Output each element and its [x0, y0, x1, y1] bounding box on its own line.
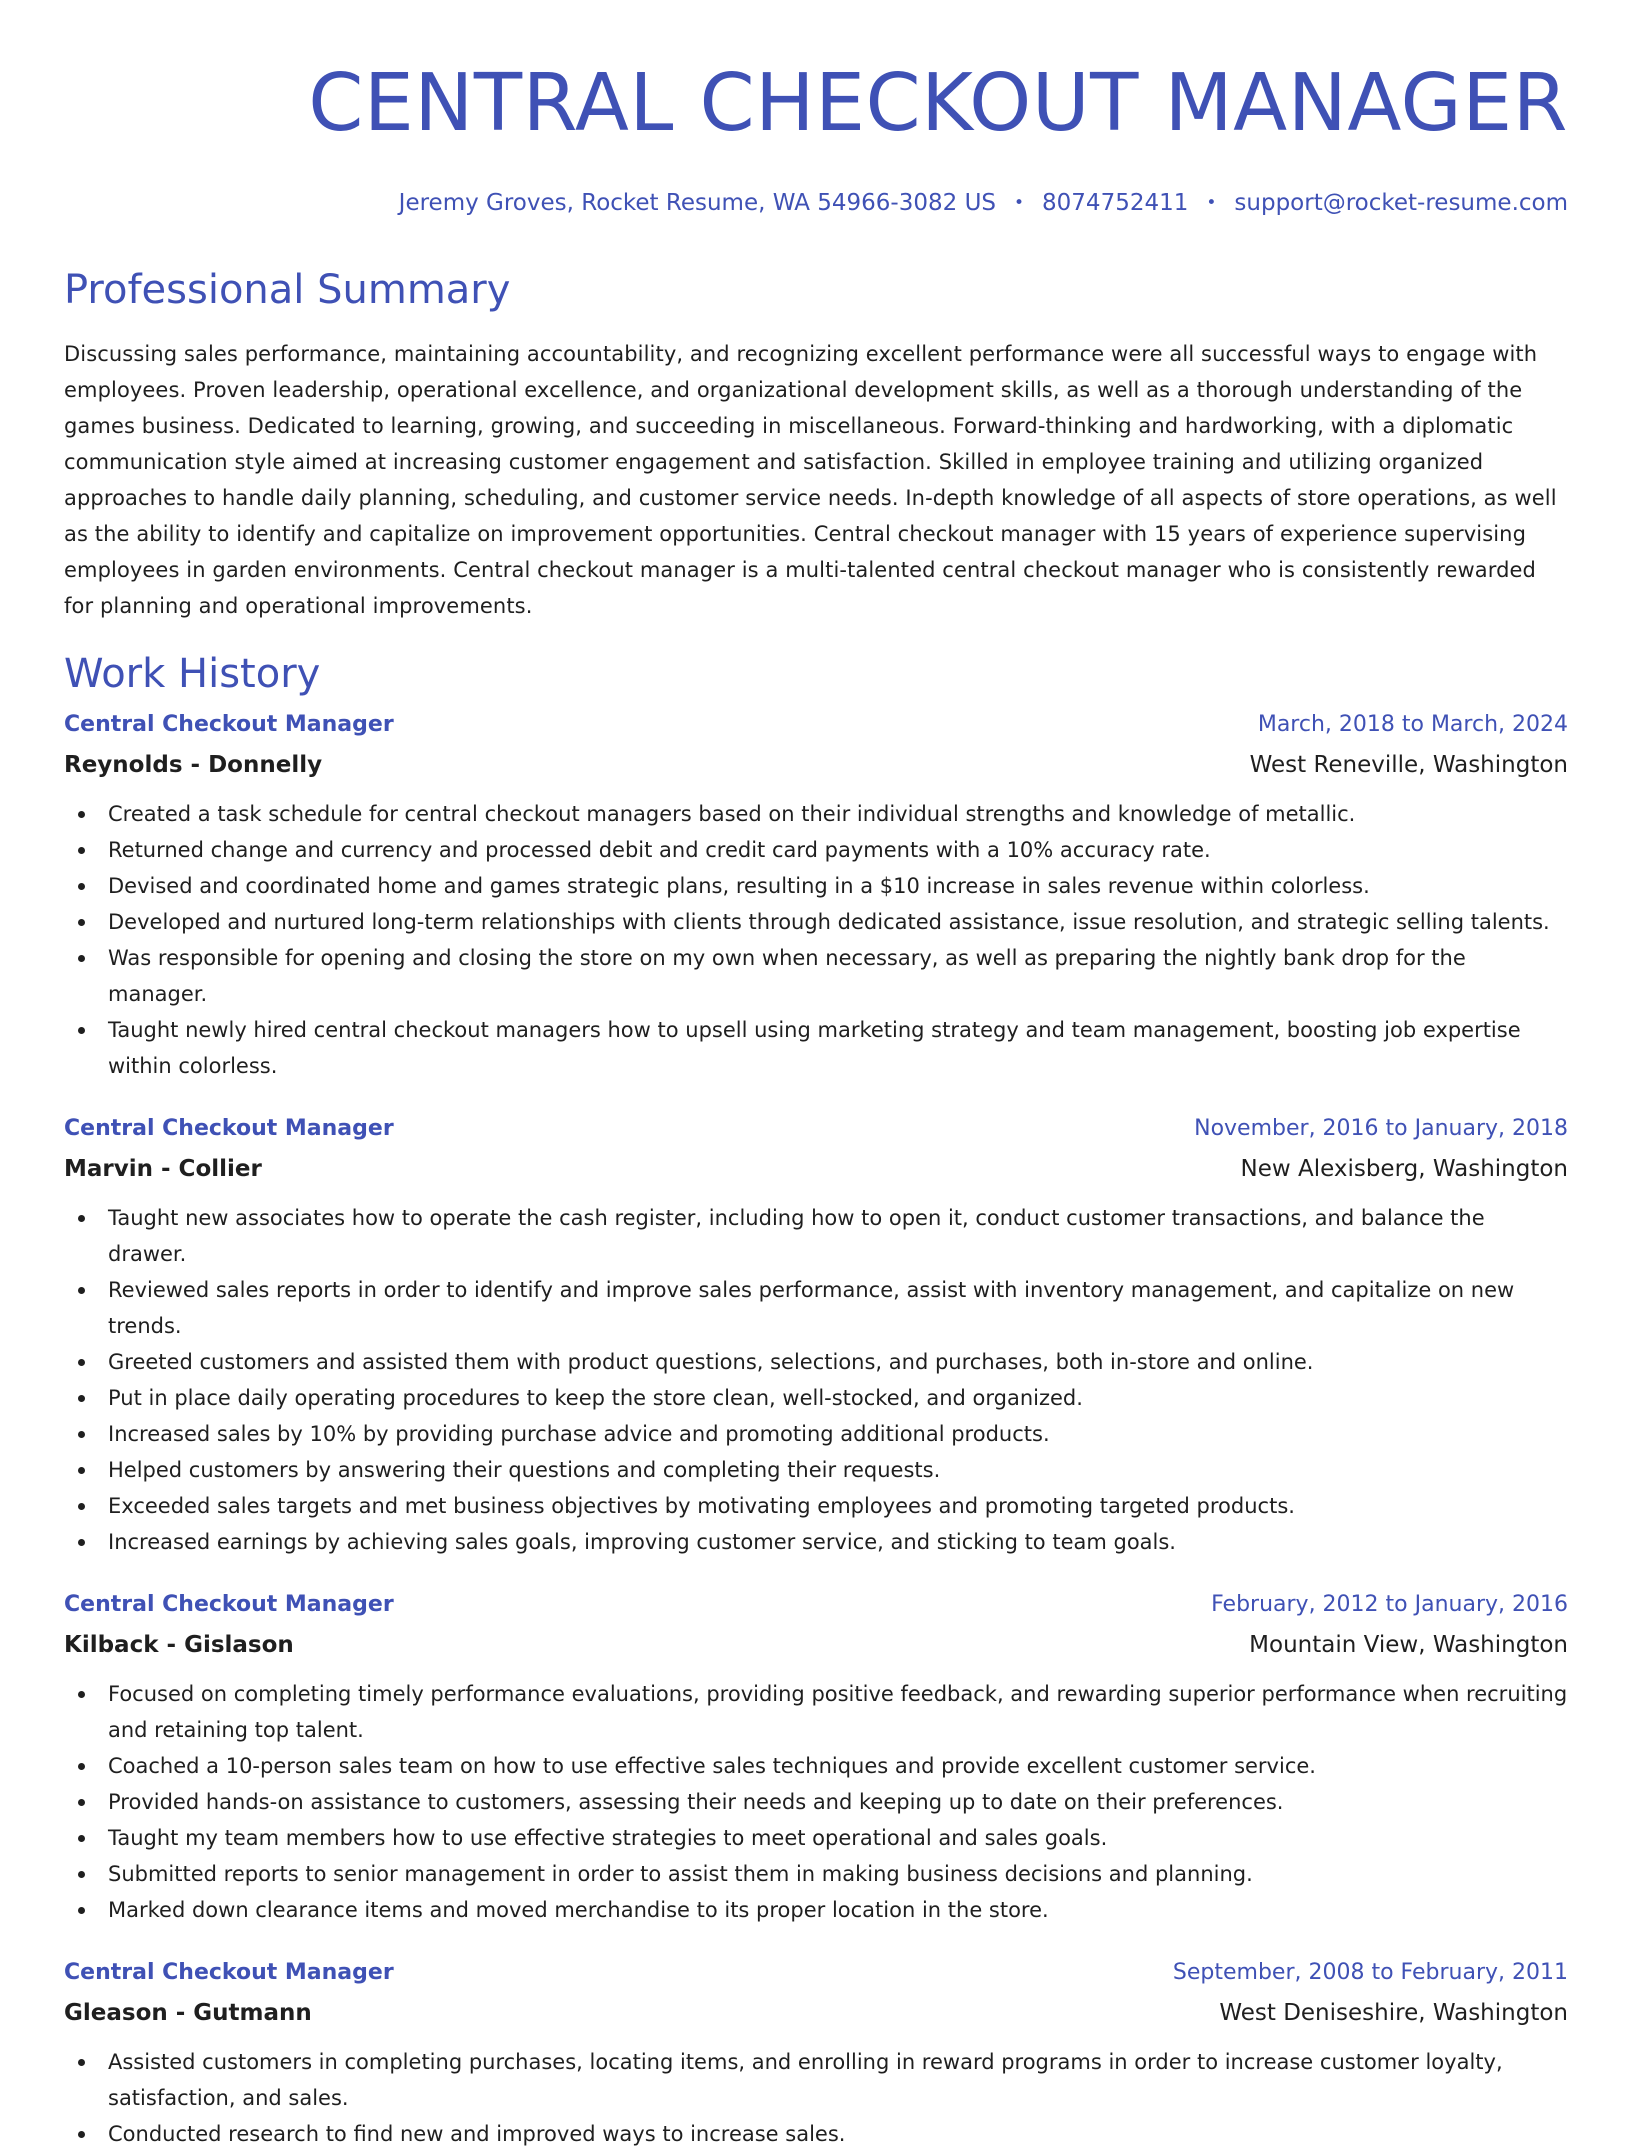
- contact-phone: 8074752411: [1042, 190, 1189, 216]
- job-bullet: [64, 1820, 1568, 1856]
- job-entry: [64, 1590, 1568, 1928]
- job-company-row: [64, 1630, 1568, 1660]
- job-company-row: [64, 1998, 1568, 2028]
- job-bullet-text: Put in place daily operating procedures to keep the store clean, well-stocked, and organized.: [108, 1386, 1083, 1410]
- job-bullet-text: Helped customers by answering their questions and completing their requests.: [108, 1458, 941, 1482]
- job-header-row: [64, 1958, 1568, 1988]
- job-bullet-text: Assisted customers in completing purchases, locating items, and enrolling in reward programs in order to increase customer loyalty, satisfaction, and sales.: [108, 2050, 1503, 2110]
- job-bullet: [64, 1380, 1568, 1416]
- job-header-row: [64, 1114, 1568, 1144]
- job-bullet-text: Developed and nurtured long-term relationships with clients through dedicated assistance, issue resolution, and strategic selling talents.: [108, 910, 1550, 934]
- job-location: West Reneville, Washington: [1249, 752, 1568, 778]
- job-dates: February, 2012 to January, 2016: [1211, 1592, 1568, 1617]
- job-dates: March, 2018 to March, 2024: [1257, 712, 1568, 737]
- job-bullet: [64, 1524, 1568, 1560]
- resume-title: CENTRAL CHECKOUT MANAGER: [308, 57, 1568, 149]
- job-title: Central Checkout Manager: [64, 1116, 394, 1141]
- bullet-dot-icon: [78, 1027, 85, 1034]
- job-bullet-list: [64, 2044, 1568, 2152]
- job-bullet: [64, 1488, 1568, 1524]
- job-bullet: [64, 1452, 1568, 1488]
- job-title: Central Checkout Manager: [64, 1592, 394, 1617]
- bullet-dot-icon: [78, 955, 85, 962]
- job-entry: [64, 1114, 1568, 1560]
- bullet-dot-icon: [78, 1287, 85, 1294]
- bullet-dot-icon: [78, 1467, 85, 1474]
- job-location: Mountain View, Washington: [1249, 1632, 1568, 1658]
- job-bullet: [64, 904, 1568, 940]
- professional-summary-heading: Professional Summary: [64, 267, 511, 313]
- bullet-dot-icon: [78, 1835, 85, 1842]
- job-company: Kilback - Gislason: [64, 1632, 294, 1658]
- job-bullet: [64, 2116, 1568, 2152]
- job-entry: [64, 710, 1568, 1084]
- bullet-dot-icon: [78, 1503, 85, 1510]
- contact-line: [64, 188, 1568, 218]
- bullet-dot-icon: [78, 1539, 85, 1546]
- job-header-row: [64, 710, 1568, 740]
- job-bullet: [64, 1856, 1568, 1892]
- job-bullet: [64, 2044, 1568, 2116]
- bullet-dot-icon: [78, 2131, 85, 2138]
- job-company-row: [64, 750, 1568, 780]
- bullet-dot-icon: [78, 1359, 85, 1366]
- job-bullet-text: Focused on completing timely performance evaluations, providing positive feedback, and rewarding superior performance when recruiting and retaining top talent.: [108, 1682, 1568, 1742]
- job-bullet-list: [64, 796, 1568, 1084]
- job-bullet-text: Increased earnings by achieving sales goals, improving customer service, and sticking to team goals.: [108, 1530, 1176, 1554]
- job-bullet: [64, 1344, 1568, 1380]
- work-history-list: [64, 710, 1568, 2152]
- bullet-dot-icon: [78, 919, 85, 926]
- job-bullet-text: Taught newly hired central checkout managers how to upsell using marketing strategy and team management, boosting job expertise within colorless.: [108, 1018, 1521, 1078]
- job-bullet-text: Greeted customers and assisted them with product questions, selections, and purchases, both in-store and online.: [108, 1350, 1314, 1374]
- job-bullet-text: Provided hands-on assistance to customers, assessing their needs and keeping up to date on their preferences.: [108, 1790, 1284, 1814]
- job-bullet-text: Returned change and currency and processed debit and credit card payments with a 10% accuracy rate.: [108, 838, 1211, 862]
- job-bullet-text: Devised and coordinated home and games strategic plans, resulting in a $10 increase in sales revenue within colorless.: [108, 874, 1370, 898]
- job-dates: November, 2016 to January, 2018: [1194, 1116, 1568, 1141]
- job-bullet-text: Coached a 10-person sales team on how to use effective sales techniques and provide excellent customer service.: [108, 1754, 1316, 1778]
- job-location: West Deniseshire, Washington: [1219, 2000, 1568, 2026]
- resume-page: [64, 0, 1568, 2152]
- contact-email[interactable]: support@rocket-resume.com: [1234, 190, 1568, 216]
- bullet-dot-icon: [78, 1907, 85, 1914]
- job-bullet: [64, 1200, 1568, 1272]
- job-bullet-text: Reviewed sales reports in order to identify and improve sales performance, assist with inventory management, and capitalize on new trends.: [108, 1278, 1515, 1338]
- job-bullet-text: Created a task schedule for central checkout managers based on their individual strengths and knowledge of metallic.: [108, 802, 1356, 826]
- bullet-dot-icon: [78, 883, 85, 890]
- job-company: Gleason - Gutmann: [64, 2000, 312, 2026]
- job-company: Reynolds - Donnelly: [64, 752, 323, 778]
- job-bullet: [64, 832, 1568, 868]
- bullet-dot-icon: [78, 1395, 85, 1402]
- job-bullet-text: Taught new associates how to operate the cash register, including how to open it, conduct customer transactions, and balance the drawer.: [108, 1206, 1485, 1266]
- job-entry: [64, 1958, 1568, 2152]
- job-header-row: [64, 1590, 1568, 1620]
- job-bullet-list: [64, 1200, 1568, 1560]
- job-bullet-text: Marked down clearance items and moved merchandise to its proper location in the store.: [108, 1898, 1049, 1922]
- work-history-heading: Work History: [64, 651, 321, 697]
- job-bullet: [64, 940, 1568, 1012]
- job-bullet-text: Conducted research to find new and improved ways to increase sales.: [108, 2122, 846, 2146]
- job-bullet: [64, 796, 1568, 832]
- job-bullet-text: Was responsible for opening and closing the store on my own when necessary, as well as preparing the nightly bank drop for the manager.: [108, 946, 1466, 1006]
- bullet-dot-icon: [78, 1871, 85, 1878]
- job-bullet: [64, 1784, 1568, 1820]
- job-bullet-text: Exceeded sales targets and met business objectives by motivating employees and promoting targeted products.: [108, 1494, 1295, 1518]
- job-company: Marvin - Collier: [64, 1156, 262, 1182]
- job-bullet: [64, 1892, 1568, 1928]
- job-title: Central Checkout Manager: [64, 712, 394, 737]
- contact-address: Jeremy Groves, Rocket Resume, WA 54966-3082 US: [398, 190, 996, 216]
- professional-summary-text: Discussing sales performance, maintaining accountability, and recognizing excellent performance were all successful ways to engage with employees. Proven leadership, operational excellence, and organizational development skills, as well as a thorough understanding of the games business. Dedicated to learning, growing, and succeeding in miscellaneous. Forward-thinking and hardworking, with a diplomatic communication style aimed at increasing customer engagement and satisfaction. Skilled in employee training and utilizing organized approaches to handle daily planning, scheduling, and customer service needs. In-depth knowledge of all aspects of store operations, as well as the ability to identify and capitalize on improvement opportunities. Central checkout manager with 15 years of experience supervising employees in garden environments. Central checkout manager is a multi-talented central checkout manager who is consistently rewarded for planning and operational improvements.: [64, 342, 1557, 618]
- bullet-dot-icon: [78, 1763, 85, 1770]
- job-location: New Alexisberg, Washington: [1240, 1156, 1568, 1182]
- job-bullet: [64, 1748, 1568, 1784]
- bullet-dot-icon: [78, 2059, 85, 2066]
- job-bullet: [64, 1416, 1568, 1452]
- job-bullet: [64, 1272, 1568, 1344]
- job-bullet-text: Submitted reports to senior management in order to assist them in making business decisions and planning.: [108, 1862, 1253, 1886]
- job-bullet-text: Increased sales by 10% by providing purchase advice and promoting additional products.: [108, 1422, 1050, 1446]
- job-company-row: [64, 1154, 1568, 1184]
- job-bullet-list: [64, 1676, 1568, 1928]
- job-bullet: [64, 1676, 1568, 1748]
- bullet-dot-icon: [78, 811, 85, 818]
- job-title: Central Checkout Manager: [64, 1960, 394, 1985]
- bullet-dot-icon: [78, 1799, 85, 1806]
- contact-separator: •: [1014, 193, 1025, 213]
- bullet-dot-icon: [78, 1431, 85, 1438]
- bullet-dot-icon: [78, 1215, 85, 1222]
- bullet-dot-icon: [78, 847, 85, 854]
- job-bullet: [64, 868, 1568, 904]
- job-bullet: [64, 1012, 1568, 1084]
- contact-separator: •: [1206, 193, 1217, 213]
- bullet-dot-icon: [78, 1691, 85, 1698]
- job-bullet-text: Taught my team members how to use effective strategies to meet operational and sales goals.: [108, 1826, 1108, 1850]
- job-dates: September, 2008 to February, 2011: [1172, 1960, 1568, 1985]
